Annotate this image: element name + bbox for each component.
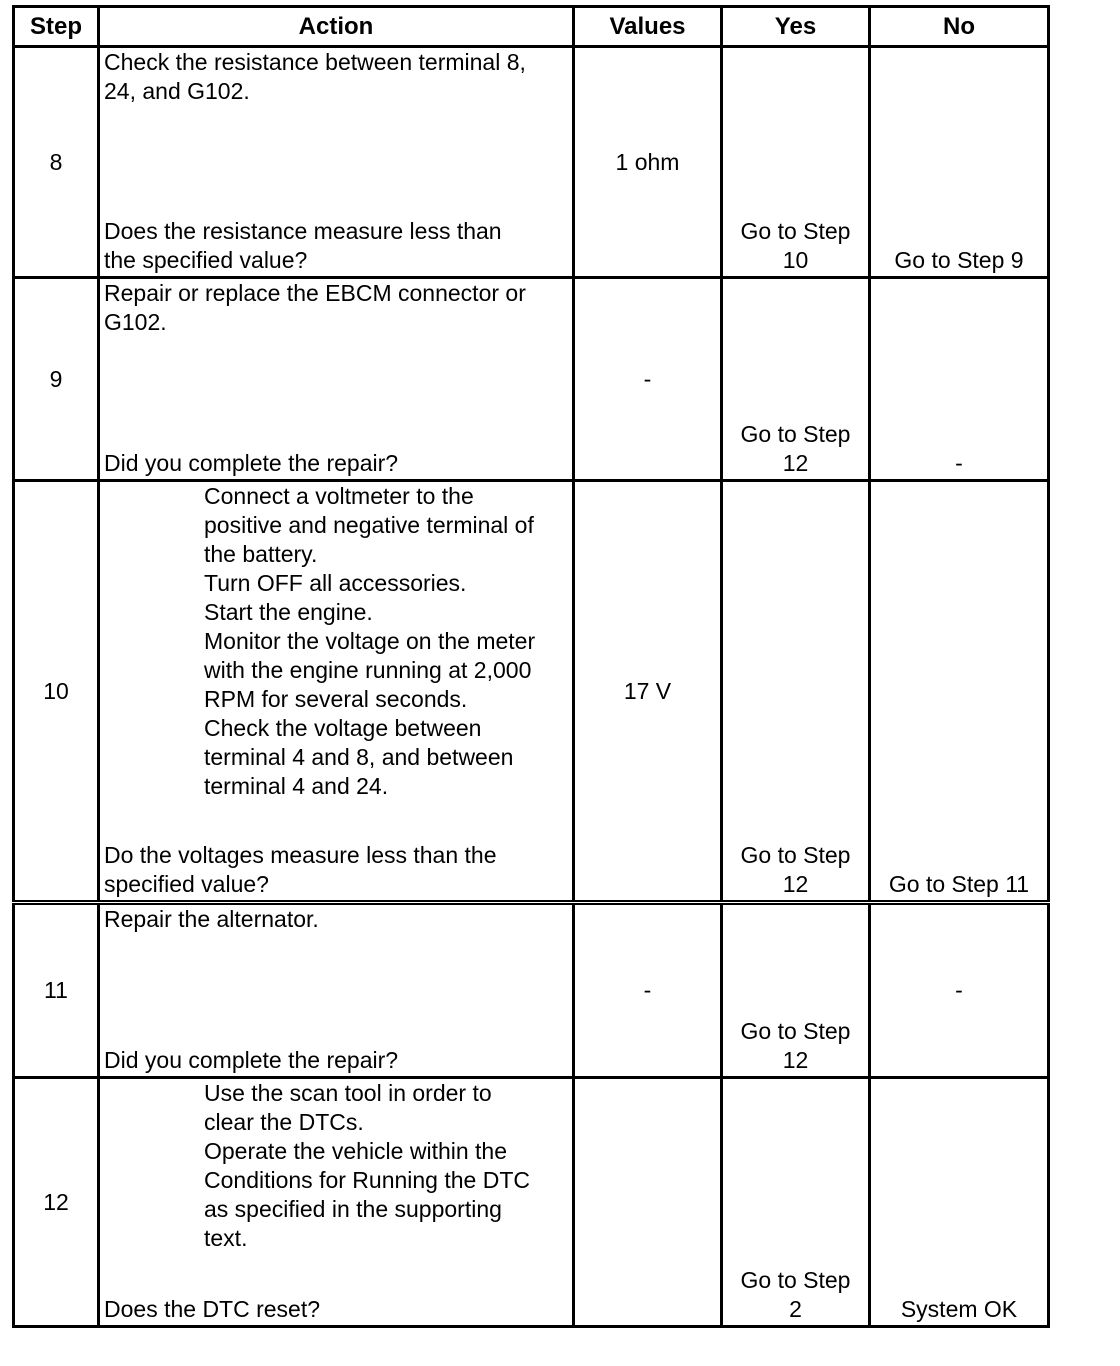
value-cell: 17 V <box>574 481 722 903</box>
question-text: specified value? <box>104 871 269 897</box>
action-text: Connect a voltmeter to the <box>204 483 474 509</box>
table-row <box>14 481 1049 903</box>
yes-text: 12 <box>782 1047 809 1073</box>
action-cell <box>99 481 574 903</box>
action-text: the battery. <box>204 541 318 567</box>
header-step: Step <box>14 7 99 47</box>
action-text: clear the DTCs. <box>204 1109 364 1135</box>
action-text: Repair the alternator. <box>104 906 319 932</box>
action-cell <box>99 903 574 1078</box>
yes-text: 12 <box>782 450 809 476</box>
value-cell: 1 ohm <box>574 47 722 278</box>
header-action: Action <box>99 7 574 47</box>
header-row <box>14 7 1049 47</box>
table-row <box>14 1078 1049 1327</box>
yes-text: 10 <box>782 247 809 273</box>
step-number: 8 <box>14 47 99 278</box>
question-text: Does the DTC reset? <box>104 1296 321 1322</box>
no-text: Go to Step 11 <box>888 871 1030 897</box>
value-cell: - <box>574 903 722 1078</box>
question-text: the specified value? <box>104 247 308 273</box>
yes-cell <box>722 481 870 903</box>
no-text: System OK <box>900 1296 1018 1322</box>
no-cell <box>870 903 1049 1078</box>
no-cell <box>870 481 1049 903</box>
no-text: - <box>955 977 963 1003</box>
yes-text: Go to Step <box>740 1267 851 1293</box>
yes-text: 12 <box>782 871 809 897</box>
question-text: Do the voltages measure less than the <box>104 842 497 868</box>
question-text: Does the resistance measure less than <box>104 218 502 244</box>
no-cell <box>870 278 1049 481</box>
step-number: 9 <box>14 278 99 481</box>
action-text: 24, and G102. <box>104 78 250 104</box>
no-cell <box>870 1078 1049 1327</box>
action-cell <box>99 278 574 481</box>
yes-cell <box>722 278 870 481</box>
action-text: Conditions for Running the DTC <box>204 1167 530 1193</box>
value-cell: - <box>574 278 722 481</box>
diagnostic-table <box>12 5 1050 1328</box>
step-number: 11 <box>14 903 99 1078</box>
yes-text: Go to Step <box>740 421 851 447</box>
action-text: terminal 4 and 8, and between <box>204 744 514 770</box>
yes-text: Go to Step <box>740 1018 851 1044</box>
no-text: Go to Step 9 <box>894 247 1024 273</box>
action-text: Monitor the voltage on the meter <box>204 628 536 654</box>
step-number: 12 <box>14 1078 99 1327</box>
action-text: G102. <box>104 309 167 335</box>
action-text: Repair or replace the EBCM connector or <box>104 280 526 306</box>
yes-text: Go to Step <box>740 842 851 868</box>
action-cell <box>99 1078 574 1327</box>
action-cell <box>99 47 574 278</box>
no-text: - <box>955 450 963 476</box>
yes-text: Go to Step <box>740 218 851 244</box>
no-cell <box>870 47 1049 278</box>
yes-cell <box>722 903 870 1078</box>
table-row <box>14 47 1049 278</box>
value-cell <box>574 1078 722 1327</box>
yes-cell <box>722 1078 870 1327</box>
question-text: Did you complete the repair? <box>104 450 399 476</box>
action-text: as specified in the supporting <box>204 1196 502 1222</box>
action-text: Check the resistance between terminal 8, <box>104 49 526 75</box>
action-text: Use the scan tool in order to <box>204 1080 492 1106</box>
action-text: Turn OFF all accessories. <box>204 570 467 596</box>
action-text: text. <box>204 1225 248 1251</box>
action-text: positive and negative terminal of <box>204 512 534 538</box>
step-number: 10 <box>14 481 99 903</box>
action-text: Check the voltage between <box>204 715 482 741</box>
action-text: with the engine running at 2,000 <box>204 657 532 683</box>
action-text: RPM for several seconds. <box>204 686 468 712</box>
table-row <box>14 278 1049 481</box>
header-no: No <box>870 7 1049 47</box>
yes-cell <box>722 47 870 278</box>
header-values: Values <box>574 7 722 47</box>
table-row <box>14 903 1049 1078</box>
action-text: terminal 4 and 24. <box>204 773 389 799</box>
action-text: Operate the vehicle within the <box>204 1138 508 1164</box>
yes-text: 2 <box>789 1296 802 1322</box>
header-yes: Yes <box>722 7 870 47</box>
action-text: Start the engine. <box>204 599 373 625</box>
question-text: Did you complete the repair? <box>104 1047 399 1073</box>
